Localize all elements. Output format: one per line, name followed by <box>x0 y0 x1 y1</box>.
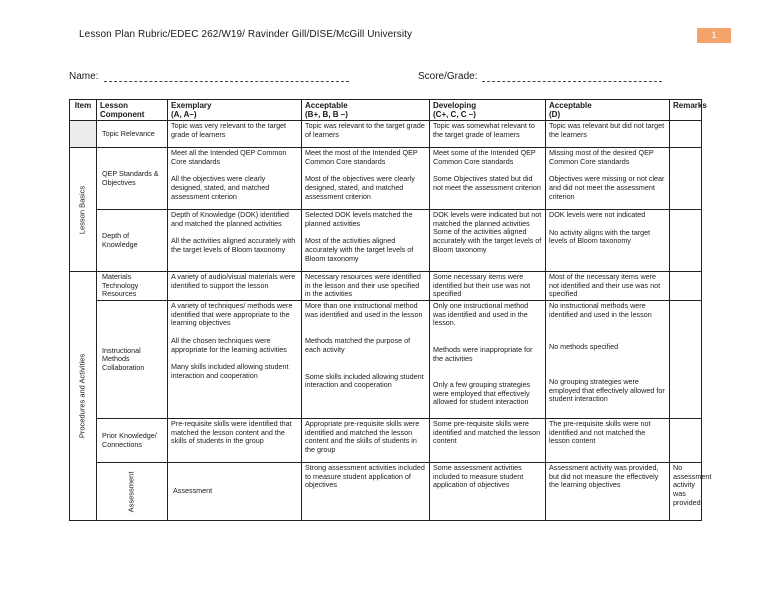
assessment-developing: Assessment activity was provided, but did not measure the effectively the learning objectives <box>546 463 670 521</box>
score-field[interactable] <box>482 81 662 82</box>
assessment-exemplary: Strong assessment activities included to measure student application of objectives <box>302 463 430 521</box>
header-acceptable: Acceptable (B+, B, B –) <box>302 100 430 121</box>
component-materials: Materials Technology Resources <box>97 272 168 301</box>
header-item: Item <box>70 100 97 121</box>
dok-acceptable: Selected DOK levels matched the planned activities Most of the activities aligned accurately with the target levels of Bloom taxonomy <box>302 210 430 272</box>
header-component: Lesson Component <box>97 100 168 121</box>
component-topic: Topic Relevance <box>97 121 168 148</box>
materials-d: Most of the necessary items were not identified and their use was not specified <box>546 272 670 301</box>
row-assessment <box>70 463 702 521</box>
methods-d: No instructional methods were identified and used in the lesson No methods specified No grouping strategies were employed that effectively allowed for student interaction <box>546 301 670 419</box>
header-exemplary: Exemplary (A, A–) <box>168 100 302 121</box>
header-developing: Developing (C+, C, C –) <box>430 100 546 121</box>
header-acceptable-d: Acceptable (D) <box>546 100 670 121</box>
dok-developing: DOK levels were indicated but not matched the planned activities Some of the activities aligned accurately with the target levels of Bloom taxonomy <box>430 210 546 272</box>
prior-d: The pre-requisite skills were not identified and not matched the lesson content <box>546 419 670 463</box>
materials-exemplary: A variety of audio/visual materials were identified to support the lesson <box>168 272 302 301</box>
header-remarks: Remarks <box>670 100 702 121</box>
document-title: Lesson Plan Rubric/EDEC 262/W19/ Ravinder Gill/DISE/McGill University <box>79 29 413 40</box>
row-prior-knowledge <box>70 419 702 463</box>
prior-remarks[interactable] <box>670 419 702 463</box>
prior-acceptable: Appropriate pre-requisite skills were identified and matched the lesson content and the skills of students in the group <box>302 419 430 463</box>
component-dok: Depth of Knowledge <box>97 210 168 272</box>
name-field[interactable] <box>104 81 349 82</box>
item-cell-blank <box>70 121 97 148</box>
dok-d: DOK levels were not indicated No activity aligns with the target levels of Bloom taxonomy <box>546 210 670 272</box>
component-prior: Prior Knowledge/ Connections <box>97 419 168 463</box>
qep-developing: Meet some of the Intended QEP Common Core standards Some Objectives stated but did not meet the assessment criterion <box>430 148 546 210</box>
dok-exemplary: Depth of Knowledge (DOK) identified and matched the planned activities All the activities aligned accurately with the target levels of Bloom taxonomy <box>168 210 302 272</box>
prior-developing: Some pre-requisite skills were identified and matched the lesson content <box>430 419 546 463</box>
assessment-acceptable: Some assessment activities included to measure student application of objectives <box>430 463 546 521</box>
materials-developing: Some necessary items were identified but their use was not specified <box>430 272 546 301</box>
component-methods: Instructional Methods Collaboration <box>97 301 168 419</box>
dok-remarks[interactable] <box>670 210 702 272</box>
rubric-table <box>69 99 712 521</box>
component-assessment: Assessment <box>168 463 302 521</box>
qep-remarks[interactable] <box>670 148 702 210</box>
qep-d: Missing most of the desired QEP Common Core standards Objectives were missing or not clear and did not meet the assessment criterion <box>546 148 670 210</box>
methods-exemplary: A variety of techniques/ methods were identified that were appropriate to the learning objectives All the chosen techniques were appropriate for the learning activities Many skills included allowing student interaction and cooperation <box>168 301 302 419</box>
materials-remarks[interactable] <box>670 272 702 301</box>
section-procedures: Procedures and Activities <box>70 272 97 521</box>
row-qep-standards <box>70 148 702 210</box>
topic-acceptable: Topic was relevant to the target grade of learners <box>302 121 430 148</box>
header-row <box>70 100 702 121</box>
section-assessment: Assessment <box>97 463 168 521</box>
methods-developing: Only one instructional method was identified and used in the lesson. Methods were inappropriate for the activities Only a few grouping strategies were employed that effectively allowed for student interaction <box>430 301 546 419</box>
qep-exemplary: Meet all the Intended QEP Common Core standards All the objectives were clearly designed, stated, and matched assessment criterion <box>168 148 302 210</box>
topic-developing: Topic was somewhat relevant to the target grade of learners <box>430 121 546 148</box>
section-lesson-basics: Lesson Basics <box>70 148 97 272</box>
methods-remarks[interactable] <box>670 301 702 419</box>
topic-remarks[interactable] <box>670 121 702 148</box>
topic-d: Topic was relevant but did not target the learners <box>546 121 670 148</box>
row-depth-of-knowledge <box>70 210 702 272</box>
score-label: Score/Grade: <box>418 71 478 82</box>
qep-acceptable: Meet the most of the Intended QEP Common Core standards Most of the objectives were clearly designed, stated, and matched assessment criterion <box>302 148 430 210</box>
materials-acceptable: Necessary resources were identified in the lesson and their use specified in the activities <box>302 272 430 301</box>
row-topic-relevance <box>70 121 702 148</box>
component-qep: QEP Standards & Objectives <box>97 148 168 210</box>
methods-acceptable: More than one instructional method was identified and used in the lesson Methods matched the purpose of each activity Some skills included allowing student interaction and cooperation <box>302 301 430 419</box>
row-materials <box>70 272 702 301</box>
page-number-badge: 1 <box>697 28 731 43</box>
assessment-d: No assessment activity was provided <box>670 463 702 521</box>
topic-exemplary: Topic was very relevant to the target grade of learners <box>168 121 302 148</box>
name-label: Name: <box>69 71 99 82</box>
row-instructional-methods <box>70 301 702 419</box>
prior-exemplary: Pre-requisite skills were identified that matched the lesson content and the skills of students in the group <box>168 419 302 463</box>
